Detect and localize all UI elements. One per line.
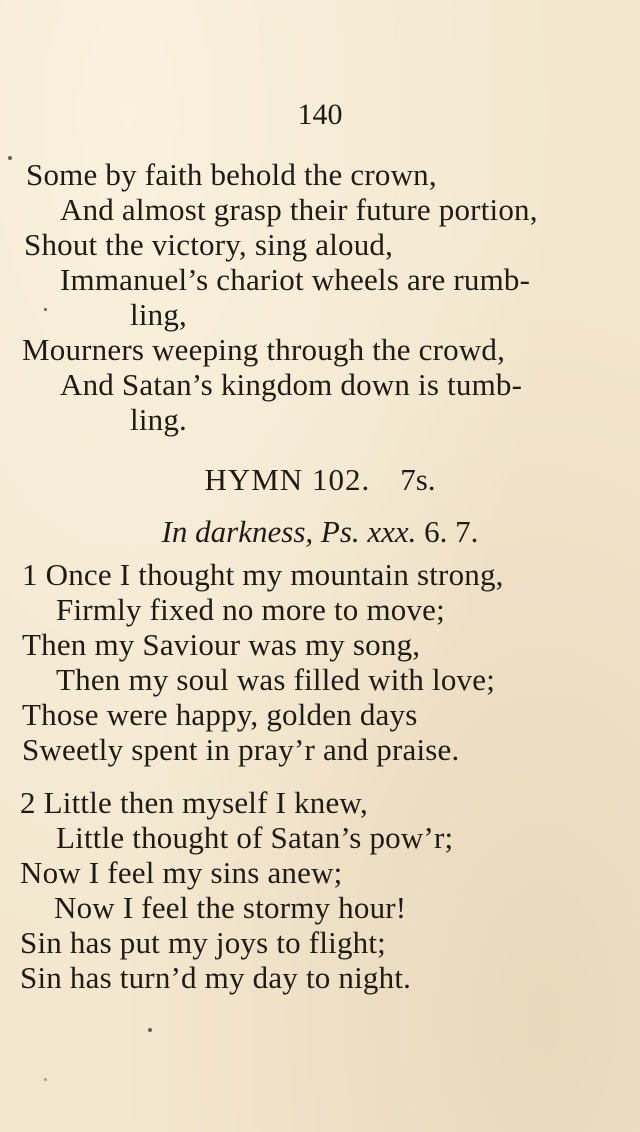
poem-line: Shout the victory, sing aloud, [24,227,394,262]
poem-line: Some by faith behold the crown, [26,157,437,192]
poem-line: Then my Saviour was my song, [22,627,421,662]
poem-line: Now I feel my sins anew; [20,855,343,890]
poem-line: Immanuel’s chariot wheels are rumb- [60,262,531,297]
poem-line: ling, [130,297,187,332]
page-number: 140 [297,98,343,131]
poem-line: ling. [130,402,187,437]
poem-line: Mourners weeping through the crowd, [22,332,506,367]
poem-line: Now I feel the stormy hour! [54,890,407,925]
poem-line: Sweetly spent in pray’r and praise. [22,732,460,767]
hymn-title [0,463,640,497]
poem-line: Those were happy, golden days [22,697,418,732]
poem-line: And almost grasp their future portion, [60,192,538,227]
poem-line: 1 Once I thought my mountain strong, [22,557,504,592]
paper-speck [8,156,12,160]
hymn-subtitle-reference: 6. 7. [424,514,479,549]
hymn-subtitle [0,515,640,549]
poem-line: Little thought of Satan’s pow’r; [56,820,454,855]
poem-line: Firmly fixed no more to move; [56,592,445,627]
poem-line: 2 Little then myself I knew, [20,785,368,820]
poem-line: And Satan’s kingdom down is tumb- [60,367,523,402]
poem-line: Sin has put my joys to flight; [20,925,386,960]
hymn-meter: 7s. [400,462,436,497]
paper-speck [44,308,47,311]
hymn-number: HYMN 102. [204,462,371,497]
hymn-subtitle-text: In darkness, Ps. xxx. [161,514,417,549]
paper-speck [44,1078,47,1081]
poem-line: Sin has turn’d my day to night. [20,960,412,995]
poem-line: Then my soul was filled with love; [56,662,496,697]
paper-speck [148,1028,152,1032]
